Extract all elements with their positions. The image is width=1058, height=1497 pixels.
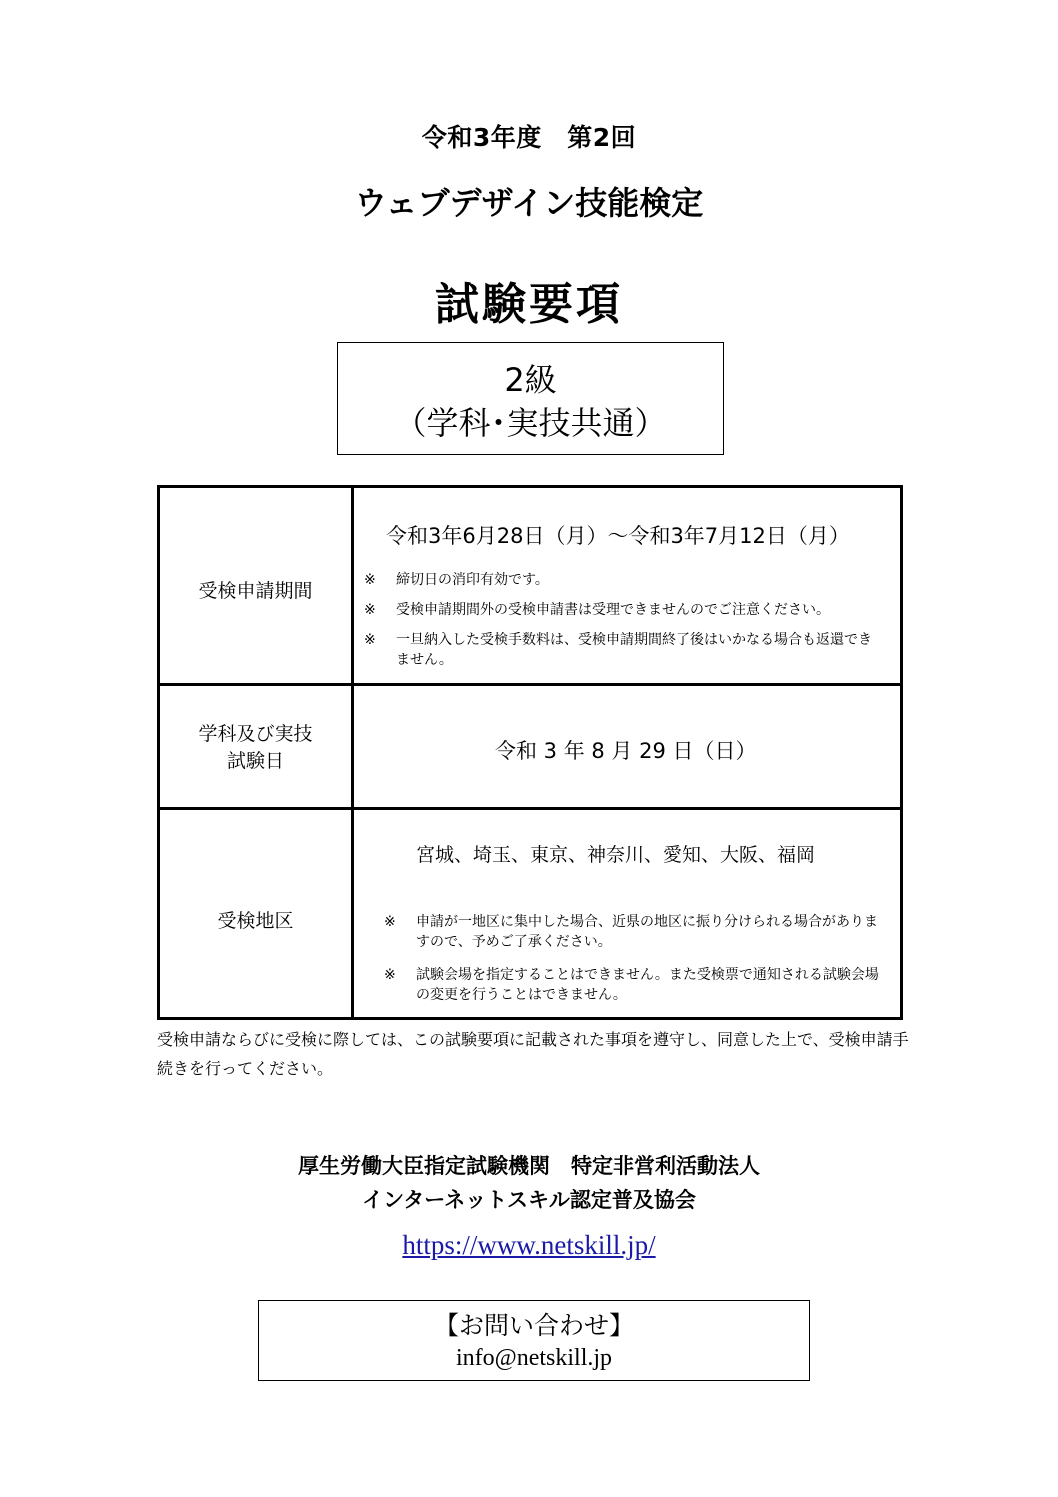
exam-name: ウェブデザイン技能検定	[354, 184, 704, 222]
year-line: 令和3年度 第2回	[421, 123, 637, 152]
application-period-label: 受検申請期間	[198, 580, 313, 602]
exam-area-label: 受検地区	[217, 910, 294, 932]
exam-info-table	[157, 485, 903, 1020]
organization-name: インターネットスキル認定普及協会	[362, 1188, 696, 1212]
grade-label: 2級	[504, 361, 557, 399]
table-divider-row1	[160, 683, 900, 686]
application-note-2	[364, 600, 884, 620]
website-link[interactable]: https://www.netskill.jp/	[402, 1230, 656, 1260]
note-mark: ※	[364, 572, 376, 588]
note-text: 申請が一地区に集中した場合、近県の地区に振り分けられる場合がありますので、予めご了承ください。	[416, 914, 878, 950]
exam-date-label-line1: 学科及び実技	[198, 723, 313, 745]
application-note-1	[364, 570, 884, 590]
organization-url	[0, 1230, 1058, 1261]
note-text: 試験会場を指定することはできません。また受検票で通知される試験会場の変更を行うことはできません。	[416, 967, 879, 1003]
note-text: 締切日の消印有効です。	[396, 572, 549, 588]
application-note-3	[364, 630, 884, 670]
exam-area-value: 宮城、埼玉、東京、神奈川、愛知、大阪、福岡	[416, 844, 816, 866]
note-mark: ※	[364, 632, 376, 648]
contact-email: info@netskill.jp	[455, 1345, 613, 1371]
exam-date-label	[160, 721, 351, 775]
consent-text: 受検申請ならびに受検に際しては、この試験要項に記載された事項を遵守し、同意した上で、受検申請手続きを行ってください。	[157, 1030, 909, 1078]
application-period-value: 令和3年6月28日（月）～令和3年7月12日（月）	[386, 524, 850, 548]
note-text: 一旦納入した受検手数料は、受検申請期間終了後はいかなる場合も返還できません。	[396, 632, 872, 668]
note-mark: ※	[384, 967, 396, 983]
exam-date-label-line2: 試験日	[226, 750, 284, 772]
grade-box	[337, 342, 724, 455]
area-note-1	[384, 912, 884, 952]
contact-box	[258, 1300, 810, 1381]
note-mark: ※	[384, 914, 396, 930]
note-text: 受検申請期間外の受検申請書は受理できませんのでご注意ください。	[396, 602, 830, 618]
grade-subtitle: （学科･実技共通）	[394, 404, 667, 442]
area-note-2	[384, 965, 884, 1005]
exam-date-value: 令和 3 年 8 月 29 日（日）	[495, 739, 757, 763]
organization-line1: 厚生労働大臣指定試験機関 特定非営利活動法人	[298, 1154, 760, 1178]
document-title: 試験要項	[435, 279, 623, 330]
table-divider-row2	[160, 807, 900, 810]
contact-heading: 【お問い合わせ】	[433, 1313, 634, 1340]
note-mark: ※	[364, 602, 376, 618]
table-divider-vertical	[351, 488, 354, 1017]
